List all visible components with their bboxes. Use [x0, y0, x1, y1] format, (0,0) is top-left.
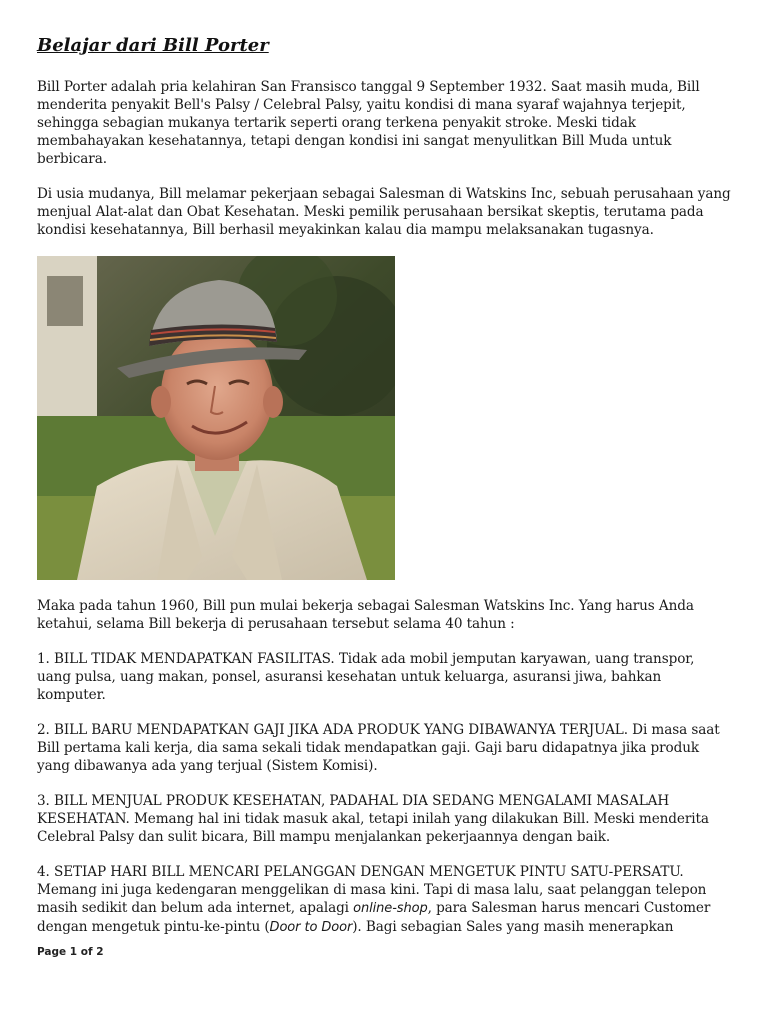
point-4-door-to-door: Door to Door: [269, 920, 353, 935]
point-4-text-part3: ). Bagi sebagian Sales yang masih menerapkan: [352, 919, 674, 935]
paragraph-employment-start: Maka pada tahun 1960, Bill pun mulai bekerja sebagai Salesman Watskins Inc. Yang harus Anda ketahui, selama Bill bekerja di perusahaan tersebut selama 40 tahun :: [37, 598, 694, 632]
paragraph-point-4: [37, 863, 731, 937]
paragraph-intro: Bill Porter adalah pria kelahiran San Fransisco tanggal 9 September 1932. Saat masih muda, Bill menderita penyakit Bell's Palsy / Celebral Palsy, yaitu kondisi di mana syaraf wajahnya terjepit, sehingga sebagian mukanya tertarik seperti orang terkena penyakit stroke. Meski tidak membahayakan kesehatannya, tetapi dengan kondisi ini sangat menyulitkan Bill Muda untuk berbicara.: [37, 79, 700, 167]
bill-porter-photo: [37, 256, 395, 580]
page-number-footer: Page 1 of 2: [37, 946, 104, 958]
paragraph-point-3: 3. BILL MENJUAL PRODUK KESEHATAN, PADAHAL DIA SEDANG MENGALAMI MASALAH KESEHATAN. Memang hal ini tidak masuk akal, tetapi inilah yang dilakukan Bill. Meski menderita Celebral Palsy dan sulit bicara, Bill mampu menjalankan pekerjaannya dengan baik.: [37, 793, 709, 845]
paragraph-point-1: 1. BILL TIDAK MENDAPATKAN FASILITAS. Tidak ada mobil jemputan karyawan, uang transpor, uang pulsa, uang makan, ponsel, asuransi kesehatan untuk keluarga, asuransi jiwa, bahkan komputer.: [37, 651, 695, 703]
paragraph-point-2: 2. BILL BARU MENDAPATKAN GAJI JIKA ADA PRODUK YANG DIBAWANYA TERJUAL. Di masa saat Bill pertama kali kerja, dia sama sekali tidak mendapatkan gaji. Gaji baru didapatnya jika produk yang dibawanya ada yang terjual (Sistem Komisi).: [37, 722, 720, 774]
document-page: [37, 34, 731, 954]
document-title: Belajar dari Bill Porter: [37, 35, 269, 56]
point-4-text-part1: 4. SETIAP HARI BILL MENCARI PELANGGAN DENGAN MENGETUK PINTU SATU-PERSATU. Memang ini juga kedengaran menggelikan di masa kini. Tapi di masa lalu, saat pelanggan telepon masih sedikit dan belum ada internet, apalagi: [37, 864, 707, 916]
point-4-online-shop: online-shop: [353, 901, 428, 916]
paragraph-job-application: Di usia mudanya, Bill melamar pekerjaan sebagai Salesman di Watskins Inc, sebuah perusahaan yang menjual Alat-alat dan Obat Kesehatan. Meski pemilik perusahaan bersikat skeptis, terutama pada kondisi kesehatannya, Bill berhasil meyakinkan kalau dia mampu melaksanakan tugasnya.: [37, 186, 731, 238]
point-4-text-part2: , para Salesman harus mencari Customer dengan mengetuk pintu-ke-pintu (: [37, 900, 711, 935]
